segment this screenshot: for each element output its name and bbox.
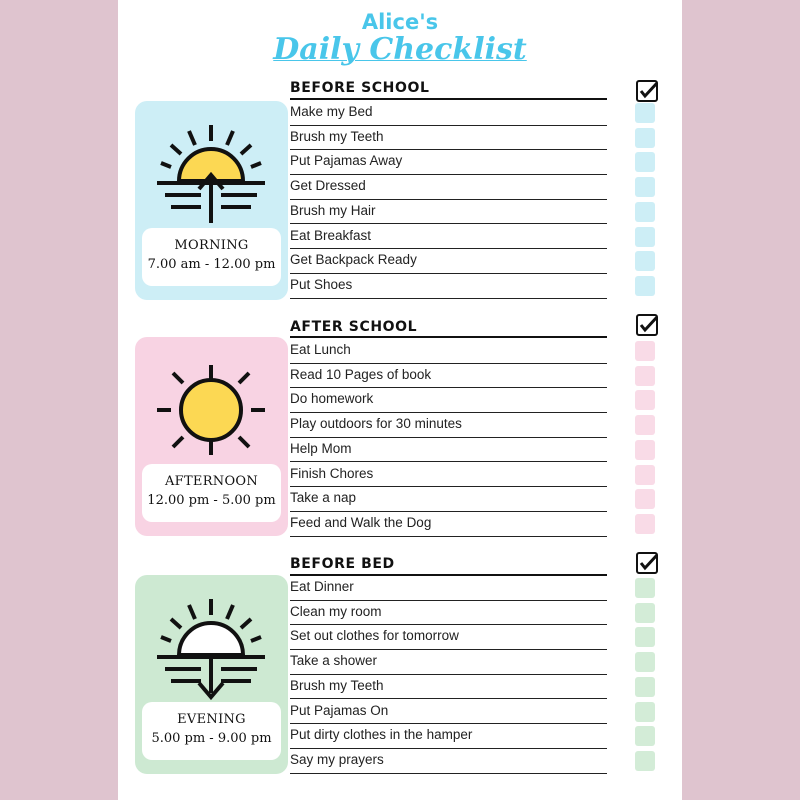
checklist-item: Brush my Hair <box>290 200 607 225</box>
section-title: BEFORE SCHOOL <box>290 80 430 96</box>
afternoon-panel <box>135 337 288 536</box>
section-title: AFTER SCHOOL <box>290 319 418 335</box>
sunrise-icon <box>151 119 271 229</box>
title-underline <box>290 336 607 338</box>
checkbox[interactable] <box>635 465 655 485</box>
afternoon-label-card <box>142 464 281 522</box>
checked-box-icon <box>635 79 659 103</box>
checked-box-icon <box>635 551 659 575</box>
sun-icon <box>151 355 271 465</box>
checklist-item: Brush my Teeth <box>290 675 607 700</box>
checkbox[interactable] <box>635 726 655 746</box>
checkbox[interactable] <box>635 652 655 672</box>
checkbox[interactable] <box>635 514 655 534</box>
checkbox[interactable] <box>635 578 655 598</box>
checklist-item: Set out clothes for tomorrow <box>290 625 607 650</box>
period-name: MORNING <box>174 238 249 253</box>
morning-label-card <box>142 228 281 286</box>
checklist-item: Feed and Walk the Dog <box>290 512 607 537</box>
checked-box-icon <box>635 313 659 337</box>
checkbox[interactable] <box>635 751 655 771</box>
checklist-item: Eat Breakfast <box>290 225 607 250</box>
checkbox[interactable] <box>635 702 655 722</box>
checkbox[interactable] <box>635 202 655 222</box>
checklist-item: Put dirty clothes in the hamper <box>290 724 607 749</box>
checkbox[interactable] <box>635 390 655 410</box>
title-underline <box>290 98 607 100</box>
period-time: 7.00 am - 12.00 pm <box>147 257 276 272</box>
checkbox[interactable] <box>635 603 655 623</box>
owner-name: Alice's <box>361 10 439 34</box>
section-title: BEFORE BED <box>290 556 395 572</box>
period-name: EVENING <box>177 712 246 727</box>
checklist-item: Put Shoes <box>290 274 607 299</box>
checklist-item: Eat Lunch <box>290 339 607 364</box>
checklist-item: Take a nap <box>290 487 607 512</box>
checkbox[interactable] <box>635 440 655 460</box>
checklist-item: Eat Dinner <box>290 576 607 601</box>
morning-panel <box>135 101 288 300</box>
checklist-item: Say my prayers <box>290 749 607 774</box>
page-title: Daily Checklist <box>273 32 527 67</box>
checkbox[interactable] <box>635 128 655 148</box>
checklist-item: Put Pajamas Away <box>290 150 607 175</box>
checklist-item: Take a shower <box>290 650 607 675</box>
checkbox[interactable] <box>635 152 655 172</box>
checkbox[interactable] <box>635 227 655 247</box>
checklist-item: Brush my Teeth <box>290 126 607 151</box>
evening-label-card <box>142 702 281 760</box>
period-time: 5.00 pm - 9.00 pm <box>151 731 272 746</box>
checklist-item: Play outdoors for 30 minutes <box>290 413 607 438</box>
checklist-item: Get Backpack Ready <box>290 249 607 274</box>
checkbox[interactable] <box>635 341 655 361</box>
checkbox[interactable] <box>635 677 655 697</box>
checklist-item: Put Pajamas On <box>290 700 607 725</box>
checkbox[interactable] <box>635 489 655 509</box>
checkbox[interactable] <box>635 251 655 271</box>
checklist-item: Finish Chores <box>290 463 607 488</box>
sunset-icon <box>151 593 271 703</box>
checkbox[interactable] <box>635 627 655 647</box>
checkbox[interactable] <box>635 366 655 386</box>
checklist-item: Get Dressed <box>290 175 607 200</box>
checkbox[interactable] <box>635 415 655 435</box>
checklist-item: Clean my room <box>290 601 607 626</box>
checklist-item: Do homework <box>290 388 607 413</box>
period-time: 12.00 pm - 5.00 pm <box>147 493 276 508</box>
checklist-item: Make my Bed <box>290 101 607 126</box>
checklist-item: Read 10 Pages of book <box>290 364 607 389</box>
evening-panel <box>135 575 288 774</box>
period-name: AFTERNOON <box>164 474 259 489</box>
checkbox[interactable] <box>635 276 655 296</box>
checklist-item: Help Mom <box>290 438 607 463</box>
checkbox[interactable] <box>635 103 655 123</box>
checkbox[interactable] <box>635 177 655 197</box>
